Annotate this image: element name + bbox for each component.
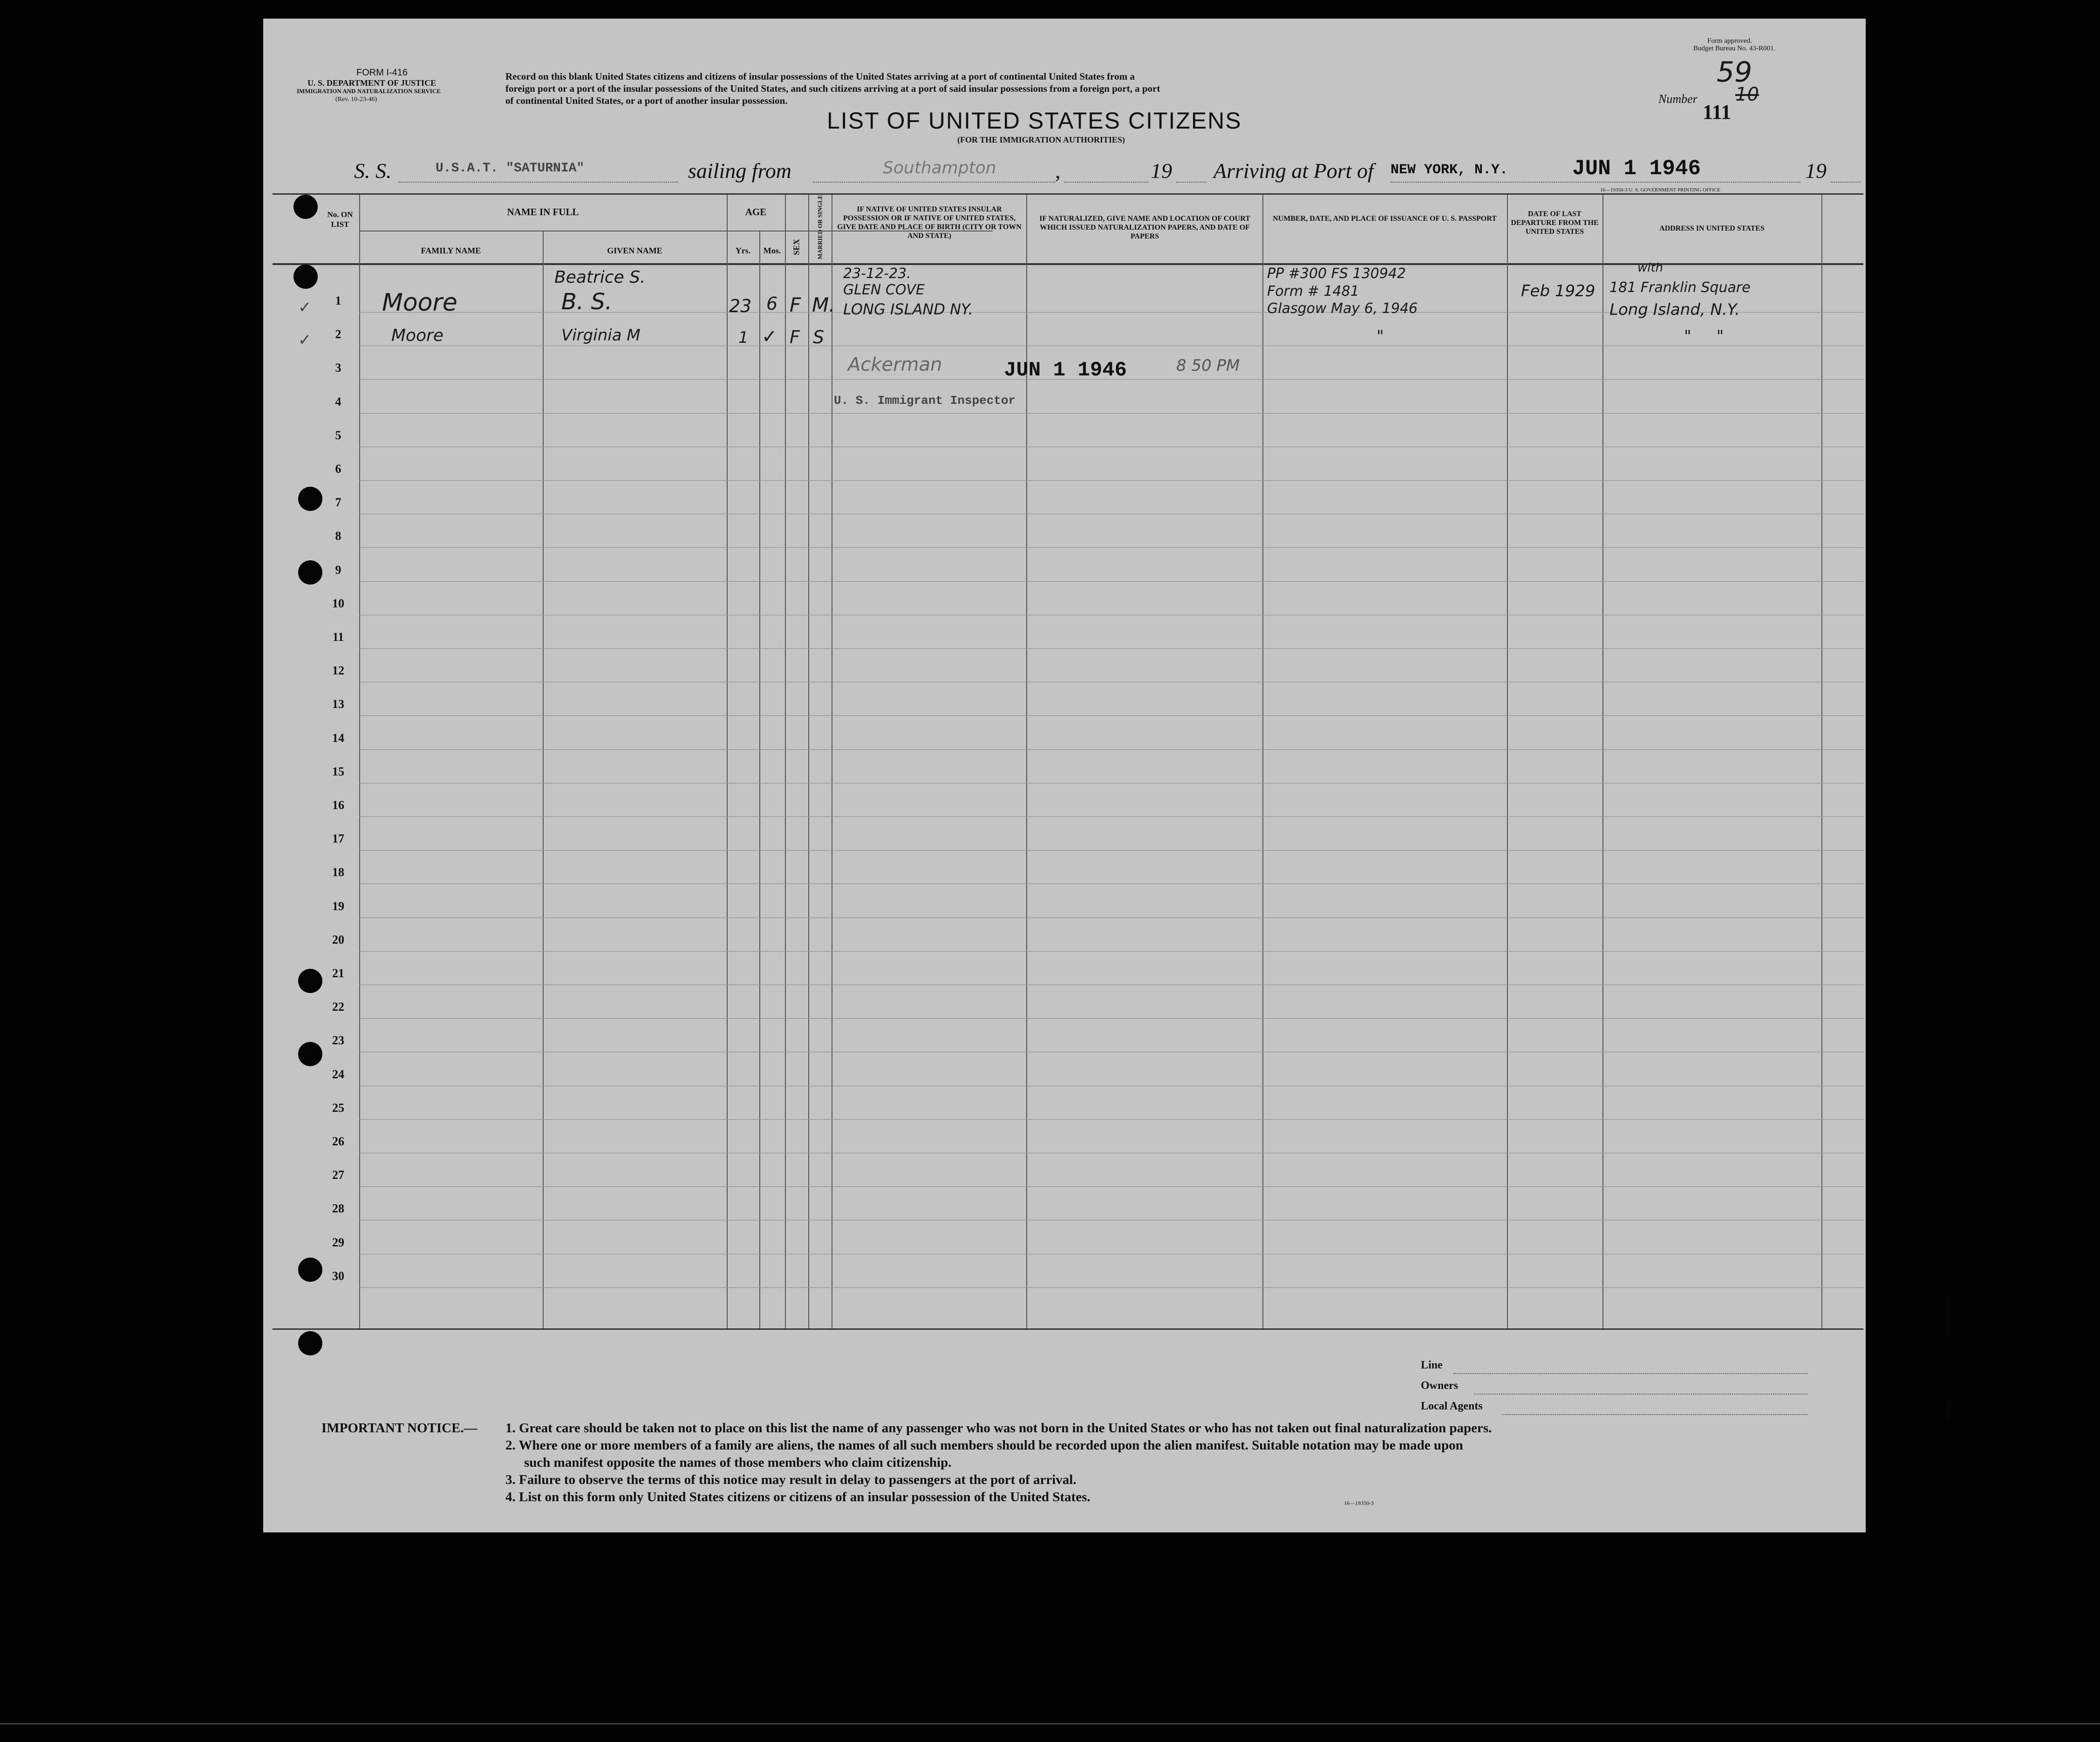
inspection-date-stamp: JUN 1 1946: [1004, 359, 1127, 382]
row1-birth-place-1: GLEN COVE: [843, 282, 925, 298]
department-line: U. S. DEPARTMENT OF JUSTICE: [307, 78, 436, 88]
row2-given-name: Virginia M: [561, 326, 641, 345]
row1-age-mos: 6: [766, 293, 778, 314]
col-line-yrs: [759, 231, 760, 1328]
form-id: FORM I-416: [356, 68, 408, 78]
row-number: 13: [332, 697, 344, 711]
year-prefix: 19: [1151, 159, 1172, 183]
row1-address-1: 181 Franklin Square: [1609, 279, 1751, 296]
page-subtitle: (FOR THE IMMIGRATION AUTHORITIES): [957, 135, 1125, 144]
row-rule: [359, 951, 1864, 952]
ship-name-value: U.S.A.T. "SATURNIA": [436, 161, 585, 176]
punch-hole: [298, 1042, 322, 1066]
edge-mark: [1947, 1402, 1951, 1421]
row1-marital: M.: [812, 293, 835, 316]
row2-age-mos: ✓: [762, 326, 777, 347]
notice-heading: IMPORTANT NOTICE.—: [321, 1421, 477, 1436]
row1-passport-1: PP #300 FS 130942: [1267, 265, 1406, 282]
service-line: IMMIGRATION AND NATURALIZATION SERVICE: [297, 88, 441, 95]
inspection-time: 8 50 PM: [1176, 356, 1240, 375]
row-number: 4: [335, 395, 341, 408]
year-suffix-field: [1831, 158, 1861, 183]
sailing-from-value: Southampton: [883, 158, 996, 177]
row-number: 27: [332, 1168, 344, 1182]
number-label: Number: [1658, 92, 1698, 106]
punch-hole: [298, 1331, 322, 1355]
row-rule: [359, 1018, 1864, 1019]
row1-birth-place-2: LONG ISLAND NY.: [843, 300, 973, 318]
col-line-naturalized: [1262, 195, 1263, 1328]
row-rule: [359, 850, 1864, 851]
line-label: Line: [1421, 1359, 1443, 1371]
punch-hole: [293, 265, 318, 289]
row-number: 14: [332, 731, 344, 745]
header-mos: Mos.: [763, 246, 781, 255]
notice-item-2a: 2. Where one or more members of a family are aliens, the names of all such members should be recorded upon the alien manifest. Suitable notation may be made upon: [505, 1438, 1463, 1453]
notice-item-3: 3. Failure to observe the terms of this notice may result in delay to passengers at the port of arrival.: [505, 1472, 1077, 1487]
punch-hole: [298, 1258, 322, 1282]
row-number: 16: [332, 798, 344, 812]
row-rule: [359, 1186, 1864, 1187]
row-number: 3: [335, 361, 341, 374]
header-naturalized: IF NATURALIZED, GIVE NAME AND LOCATION OF COURT WHICH ISSUED NATURALIZATION PAPERS, AND DATE OF PAPERS: [1039, 215, 1250, 240]
instruction-line-3: of continental United States, or a port of another insular possession.: [505, 95, 788, 106]
row-number: 20: [332, 933, 344, 946]
header-given-name: GIVEN NAME: [607, 246, 662, 255]
ship-name-field: [398, 158, 678, 183]
row-number: 21: [332, 966, 344, 980]
local-agents-label: Local Agents: [1421, 1400, 1483, 1412]
row-rule: [359, 648, 1864, 649]
row1-age-yrs: 23: [729, 296, 752, 316]
row-number: 17: [332, 832, 344, 845]
comma-sep: ,: [1055, 159, 1061, 183]
row-number: 24: [332, 1068, 344, 1081]
header-name-in-full: NAME IN FULL: [507, 206, 579, 218]
line-field: [1453, 1360, 1807, 1374]
row-rule: [359, 1119, 1864, 1120]
punch-hole: [293, 195, 318, 219]
header-address: ADDRESS IN UNITED STATES: [1659, 225, 1765, 232]
owners-label: Owners: [1421, 1380, 1458, 1392]
row-number: 2: [335, 327, 341, 341]
header-bottom-border: [273, 263, 1863, 265]
row-number: 5: [335, 429, 341, 442]
budget-bureau: Budget Bureau No. 43-R001.: [1693, 45, 1776, 52]
row1-given-name: B. S.: [561, 289, 613, 315]
instruction-line-1: Record on this blank United States citizens and citizens of insular possessions of the United States arriving at a port of continental United States from a: [505, 71, 1135, 82]
row-number: 7: [335, 496, 341, 509]
row-number: 19: [332, 899, 344, 913]
row-rule: [359, 1287, 1864, 1288]
port-field: [1391, 158, 1800, 183]
row2-age-yrs: 1: [738, 328, 749, 347]
row1-birth-date: 23-12-23.: [843, 265, 911, 282]
row-number: 23: [332, 1034, 344, 1047]
header-departure: DATE OF LAST DEPARTURE FROM THE UNITED STATES: [1511, 210, 1599, 236]
row-number: 30: [332, 1269, 344, 1283]
punch-hole: [298, 487, 322, 511]
row1-family-name: Moore: [382, 289, 457, 317]
notice-item-2b: such manifest opposite the names of those members who claim citizenship.: [524, 1455, 952, 1470]
header-native: IF NATIVE OF UNITED STATES INSULAR POSSESSION OR IF NATIVE OF UNITED STATES, GIVE DATE AND PLACE OF BIRTH (CITY OR TOWN AND STATE): [837, 205, 1022, 240]
col-line-mos: [785, 195, 786, 1328]
row2-sex: F: [790, 327, 800, 347]
col-line-departure: [1602, 195, 1603, 1328]
row-rule: [359, 480, 1864, 481]
row1-address-2: Long Island, N.Y.: [1609, 300, 1740, 319]
header-passport: NUMBER, DATE, AND PLACE OF ISSUANCE OF U. S. PASSPORT: [1273, 215, 1497, 223]
number-stamp: 111: [1703, 101, 1732, 123]
blank-field: [1064, 158, 1148, 183]
row-number: 9: [335, 563, 341, 577]
port-value: NEW YORK, N.Y.: [1391, 162, 1508, 178]
check-mark-row1: ✓: [298, 299, 312, 316]
punch-hole: [298, 969, 322, 993]
row2-marital: S: [813, 327, 825, 347]
header-no-on-list: No. ON LIST: [327, 210, 353, 229]
gpo-note: 16—19350-3 U. S. GOVERNMENT PRINTING OFFICE: [1600, 187, 1721, 193]
revision-line: (Rev. 10-23-46): [335, 96, 377, 103]
edge-mark: [1946, 1297, 1951, 1334]
col-line-num: [359, 195, 360, 1328]
manifest-sheet: [263, 19, 1866, 1532]
row1-passport-2: Form # 1481: [1267, 283, 1359, 299]
row-number: 22: [332, 1000, 344, 1014]
scan-line: [0, 1723, 2100, 1724]
check-mark-row2: ✓: [298, 332, 312, 349]
inspector-signature: Ackerman: [848, 354, 942, 375]
row-number: 6: [335, 462, 341, 476]
number-struck: 10: [1735, 84, 1759, 105]
row-rule: [359, 547, 1864, 548]
col-line-passport: [1507, 195, 1508, 1328]
row-rule: [359, 413, 1864, 414]
notice-item-4: 4. List on this form only United States citizens or citizens of an insular possession of the United States.: [505, 1490, 1091, 1504]
row-number: 25: [332, 1101, 344, 1115]
year-prefix-field: [1176, 158, 1207, 183]
row1-given-above: Beatrice S.: [554, 268, 646, 287]
sailing-from-field: [813, 158, 1055, 183]
col-line-given: [727, 195, 728, 1328]
page-title: LIST OF UNITED STATES CITIZENS: [827, 108, 1242, 134]
col-line-family: [543, 231, 544, 1328]
row-number: 10: [332, 597, 344, 610]
row-number: 1: [335, 294, 341, 307]
row1-address-above: with: [1637, 261, 1664, 275]
owners-field: [1474, 1381, 1807, 1395]
arriving-label: Arriving at Port of: [1214, 159, 1374, 183]
instruction-line-2: foreign port or a port of the insular possessions of the United States, and such citizens arriving at a port of said insular possessions from a foreign port, a port: [505, 83, 1160, 94]
inspector-label: U. S. Immigrant Inspector: [834, 394, 1016, 408]
row-number: 8: [335, 529, 341, 543]
punch-hole: [298, 560, 322, 585]
row-number: 18: [332, 865, 344, 879]
col-line-address: [1821, 195, 1822, 1328]
arrival-date-value: JUN 1 1946: [1572, 157, 1701, 181]
row-number: 26: [332, 1135, 344, 1148]
header-family-name: FAMILY NAME: [421, 246, 481, 255]
header-sex: SEX: [791, 239, 801, 256]
row2-passport-ditto: ": [1377, 327, 1384, 346]
sailing-from-label: sailing from: [688, 159, 791, 183]
row-number: 28: [332, 1202, 344, 1215]
table-top-border: [273, 193, 1863, 195]
year-suffix: 19: [1805, 159, 1827, 183]
header-age: AGE: [745, 206, 767, 218]
notice-code: 16—19350-3: [1344, 1500, 1374, 1506]
form-approved: Form approved.: [1707, 37, 1752, 45]
row1-sex: F: [790, 293, 801, 316]
row1-passport-3: Glasgow May 6, 1946: [1267, 300, 1418, 317]
row1-departure: Feb 1929: [1521, 282, 1595, 300]
header-yrs: Yrs.: [735, 246, 751, 255]
local-agents-field: [1502, 1401, 1807, 1415]
row-rule: [359, 749, 1864, 750]
header-married-single: MARRIED OR SINGLE: [816, 195, 824, 259]
row-number: 11: [332, 630, 344, 644]
row2-address-ditto: " ": [1684, 327, 1724, 346]
row-rule: [359, 581, 1864, 582]
table-bottom-border: [273, 1328, 1863, 1330]
notice-item-1: 1. Great care should be taken not to place on this list the name of any passenger who was not born in the United States or who has not taken out final naturalization papers.: [505, 1421, 1492, 1436]
ss-label: S. S.: [354, 159, 392, 183]
row-rule: [359, 715, 1864, 716]
row-number: 29: [332, 1236, 344, 1249]
row-number: 12: [332, 664, 344, 677]
number-handwritten: 59: [1717, 56, 1752, 88]
col-line-sex: [808, 195, 809, 1328]
row2-family-name: Moore: [391, 326, 444, 345]
row-number: 15: [332, 765, 344, 778]
